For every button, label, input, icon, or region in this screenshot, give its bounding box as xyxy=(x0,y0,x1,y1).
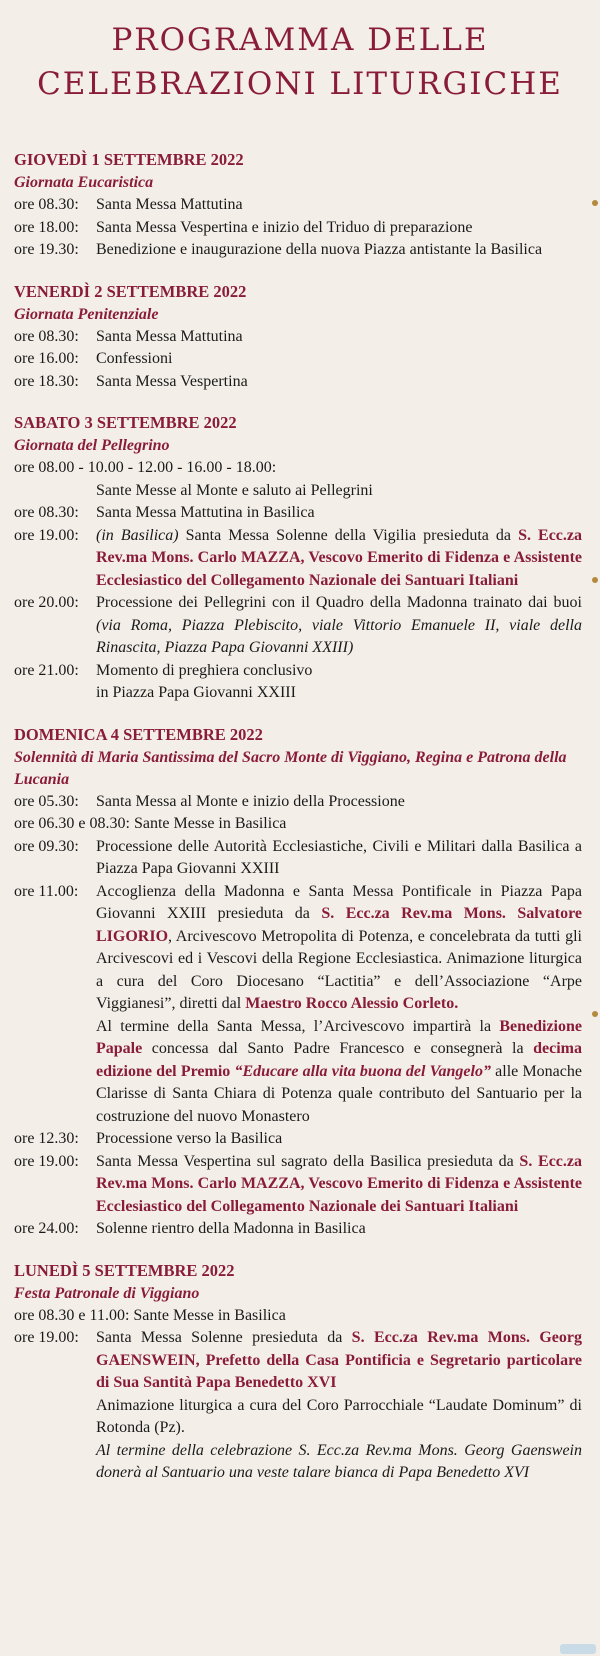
day-heading: VENERDÌ 2 SETTEMBRE 2022 xyxy=(14,281,247,301)
time-spacer xyxy=(14,480,96,503)
day-subtitle: Giornata Penitenziale xyxy=(14,305,159,323)
schedule-row xyxy=(14,592,582,660)
description-text: , Arcivescovo Metropolita di Potenza, e concelebrata da tutti gli Arcivescovi ed i Vescovi della Regione Ecclesiastica. Animazione liturgica a cura del Coro Diocesano “Lactitia” e dell’Associazione “Arpe Viggianesi”, diretti dal xyxy=(96,927,582,1012)
celebrant-highlight: S. Ecc.za Rev.ma Mons. Carlo MAZZA, Vescovo Emerito di Fidenza e Assistente Ecclesiastico del Collegamento Nazionale dei Santuari Italiani xyxy=(96,1152,583,1215)
description-text: in Piazza Papa Giovanni XXIII xyxy=(96,684,296,701)
time-label: ore 19.30: xyxy=(14,241,79,258)
event-description: Sante Messe al Monte e saluto ai Pellegrini xyxy=(96,481,373,499)
day-subtitle: Giornata del Pellegrino xyxy=(14,437,170,454)
time-label: ore 08.30: xyxy=(14,327,79,345)
schedule-row xyxy=(14,502,582,525)
celebrant-highlight: S. Ecc.za Rev.ma Mons. Georg GAENSWEIN, Prefetto della Casa Pontificia e Segretario particolare di Sua Santità Papa Benedetto XVI xyxy=(96,1329,582,1391)
award-highlight: decima edizione del Premio xyxy=(96,1040,582,1080)
day-subtitle: Festa Patronale di Viggiano xyxy=(14,1284,200,1302)
description-text: Accoglienza della Madonna e Santa Messa Pontificale in Piazza Papa Giovanni XXIII presieduta da xyxy=(96,882,582,922)
time-label: ore 06.30 e 08.30: xyxy=(14,815,130,832)
event-description xyxy=(96,1151,582,1219)
day-heading: GIOVEDÌ 1 SETTEMBRE 2022 xyxy=(14,150,244,169)
time-label: ore 09.30: xyxy=(14,837,79,855)
award-title: “Educare alla vita buona del Vangelo” xyxy=(234,1062,491,1080)
decorative-dot xyxy=(592,1011,598,1017)
time-label: ore 20.00: xyxy=(14,594,79,611)
decorative-dot xyxy=(592,577,598,583)
donation-note: Al termine della celebrazione S. Ecc.za Rev.ma Mons. Georg Gaenswein donerà al Santuario una veste talare bianca di Papa Benedetto XVI xyxy=(96,1441,582,1481)
event-description: Benedizione e inaugurazione della nuova Piazza antistante la Basilica xyxy=(96,241,543,258)
schedule-row xyxy=(14,881,582,1129)
route-note: (via Roma, Piazza Plebiscito, viale Vittorio Emanuele II, viale della Rinascita, Piazza Papa Giovanni XXIII) xyxy=(96,616,582,656)
time-label: ore 11.00: xyxy=(14,882,79,900)
section-lunedi xyxy=(14,1259,582,1485)
schedule-row xyxy=(14,1218,582,1241)
schedule-row xyxy=(14,660,582,705)
description-text: Al termine della Santa Messa, l’Arcivescovo impartirà la xyxy=(96,1017,500,1035)
time-label: ore 08.30: xyxy=(14,504,79,521)
event-description: Confessioni xyxy=(96,350,173,367)
time-label: ore 21.00: xyxy=(14,661,79,679)
event-description xyxy=(96,660,582,705)
time-label: ore 19.00: xyxy=(14,526,79,544)
event-description: Santa Messa Vespertina e inizio del Triduo di preparazione xyxy=(96,218,473,236)
event-description xyxy=(96,1327,582,1485)
program-content xyxy=(14,148,582,1503)
schedule-row xyxy=(14,525,582,593)
event-description: Santa Messa Mattutina xyxy=(96,327,243,345)
event-description xyxy=(96,881,582,1129)
director-highlight: Maestro Rocco Alessio Corleto. xyxy=(245,995,459,1012)
time-label: ore 24.00: xyxy=(14,1220,79,1237)
section-sabato xyxy=(14,411,582,705)
event-description: Santa Messa Mattutina xyxy=(96,196,243,213)
schedule-row xyxy=(14,813,582,836)
description-text: Santa Messa Vespertina sul sagrato della Basilica presieduta da xyxy=(96,1152,520,1170)
schedule-row xyxy=(14,836,582,881)
time-label: ore 08.00 - 10.00 - 12.00 - 16.00 - 18.00: xyxy=(14,459,277,476)
celebrant-highlight: S. Ecc.za Rev.ma Mons. Salvatore LIGORIO xyxy=(96,905,582,945)
event-description xyxy=(96,525,582,593)
event-description: Santa Messa al Monte e inizio della Processione xyxy=(96,792,405,810)
description-text: alle Monache Clarisse di Santa Chiara di Potenza quale contributo del Santuario per la costruzione del nuovo Monastero xyxy=(96,1062,582,1125)
description-text: Momento di preghiera conclusivo xyxy=(96,661,313,679)
italic-note: (in Basilica) xyxy=(96,526,179,544)
schedule-row xyxy=(14,1151,582,1219)
section-venerdi xyxy=(14,280,582,394)
time-label: ore 05.30: xyxy=(14,792,79,810)
schedule-row xyxy=(14,348,582,371)
event-description: Processione verso la Basilica xyxy=(96,1130,283,1147)
description-text: Santa Messa Solenne presieduta da xyxy=(96,1329,352,1346)
event-description xyxy=(96,592,582,660)
decorative-dot xyxy=(592,200,598,206)
schedule-row xyxy=(14,239,582,262)
schedule-row xyxy=(14,1128,582,1151)
event-description: Sante Messe in Basilica xyxy=(133,1306,286,1324)
title-line-1: PROGRAMMA DELLE xyxy=(111,22,489,58)
time-label: ore 08.30 e 11.00: xyxy=(14,1306,130,1324)
day-subtitle: Giornata Eucaristica xyxy=(14,174,154,191)
schedule-row xyxy=(14,1305,582,1328)
day-subtitle: Solennità di Maria Santissima del Sacro Monte di Viggiano, Regina e Patrona della Lucania xyxy=(14,748,567,788)
title-line-2: CELEBRAZIONI LITURGICHE xyxy=(37,66,563,102)
description-text: Animazione liturgica a cura del Coro Parrocchiale “Laudate Dominum” di Rotonda (Pz). xyxy=(96,1396,582,1436)
time-label: ore 19.00: xyxy=(14,1329,79,1346)
blessing-highlight: Benedizione Papale xyxy=(96,1017,582,1057)
day-heading: DOMENICA 4 SETTEMBRE 2022 xyxy=(14,724,263,744)
time-label: ore 18.30: xyxy=(14,372,79,390)
schedule-row xyxy=(14,194,582,217)
section-giovedi xyxy=(14,148,582,262)
celebrant-highlight: S. Ecc.za Rev.ma Mons. Carlo MAZZA, Vescovo Emerito di Fidenza e Assistente Ecclesiastico del Collegamento Nazionale dei Santuari Italiani xyxy=(96,526,582,589)
time-label: ore 16.00: xyxy=(14,350,79,367)
corner-logo-icon xyxy=(560,1644,596,1654)
schedule-row xyxy=(14,480,582,503)
day-heading: SABATO 3 SETTEMBRE 2022 xyxy=(14,413,237,432)
page-title xyxy=(0,0,600,106)
time-label: ore 12.30: xyxy=(14,1130,79,1147)
time-label: ore 18.00: xyxy=(14,218,79,236)
schedule-row xyxy=(14,371,582,394)
description-text: Processione dei Pellegrini con il Quadro della Madonna trainato dai buoi xyxy=(96,594,582,611)
schedule-row xyxy=(14,217,582,240)
section-domenica xyxy=(14,723,582,1241)
schedule-row xyxy=(14,791,582,814)
schedule-row xyxy=(14,457,582,480)
event-description: Processione delle Autorità Ecclesiastiche, Civili e Militari dalla Basilica a Piazza Papa Giovanni XXIII xyxy=(96,837,582,877)
time-label: ore 19.00: xyxy=(14,1152,79,1170)
description-text: Santa Messa Solenne della Vigilia presieduta da xyxy=(178,526,519,544)
time-label: ore 08.30: xyxy=(14,196,79,213)
schedule-row xyxy=(14,326,582,349)
event-description: Santa Messa Vespertina xyxy=(96,372,248,390)
schedule-row xyxy=(14,1327,582,1485)
description-text: concessa dal Santo Padre Francesco e consegnerà la xyxy=(142,1040,534,1057)
day-heading: LUNEDÌ 5 SETTEMBRE 2022 xyxy=(14,1260,235,1280)
event-description: Santa Messa Mattutina in Basilica xyxy=(96,504,315,521)
event-description: Sante Messe in Basilica xyxy=(133,815,287,832)
event-description: Solenne rientro della Madonna in Basilica xyxy=(96,1220,366,1237)
